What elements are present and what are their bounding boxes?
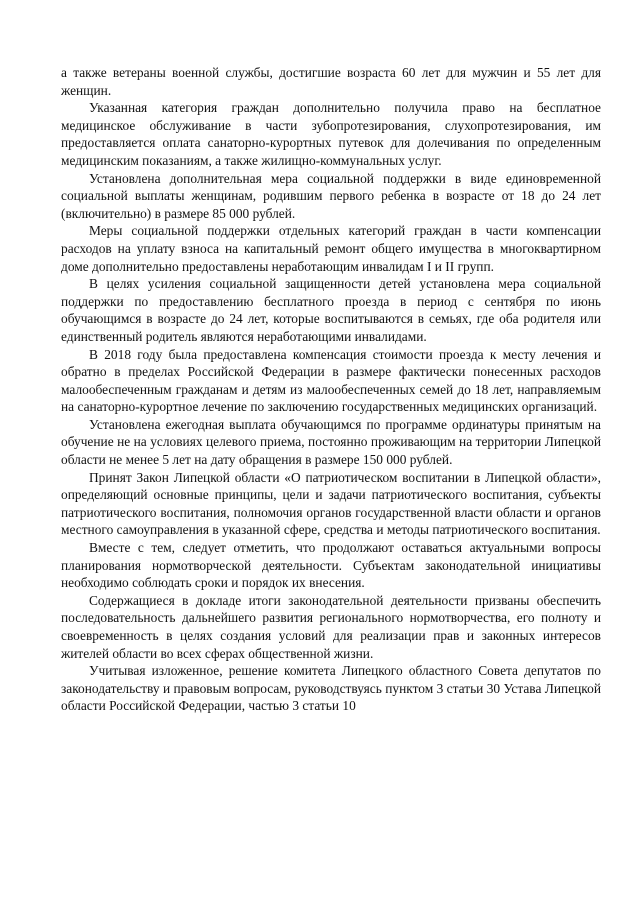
paragraph-10: Содержащиеся в докладе итоги законодательной деятельности призваны обеспечить последовательность дальнейшего развития регионального нормотворчества, его полноту и своевременность в целях создания условий для реализации прав и законных интересов жителей области во всех сферах общественной жизни. [61,592,601,661]
paragraph-4: Меры социальной поддержки отдельных категорий граждан в части компенсации расходов на уплату взноса на капитальный ремонт общего имущества в многоквартирном доме дополнительно предоставлены неработающим инвалидам I и II групп. [61,223,601,274]
paragraph-1: а также ветераны военной службы, достигшие возраста 60 лет для мужчин и 55 лет для женщин. [61,65,601,98]
paragraph-9: Вместе с тем, следует отметить, что продолжают оставаться актуальными вопросы планирования нормотворческой деятельности. Субъектам законодательной инициативы необходимо соблюдать сроки и порядок их внесения. [61,540,601,591]
paragraph-3: Установлена дополнительная мера социальной поддержки в виде единовременной социальной выплаты женщинам, родившим первого ребенка в возрасте от 18 до 24 лет (включительно) в размере 85 000 рублей. [61,170,601,221]
paragraph-6: В 2018 году была предоставлена компенсация стоимости проезда к месту лечения и обратно в пределах Российской Федерации в размере фактически понесенных расходов малообеспеченным гражданам и детям из малообеспеченных семей до 18 лет, направляемым на санаторно-курортное лечение по заключению государственных медицинских организаций. [61,346,601,415]
paragraph-7: Установлена ежегодная выплата обучающимся по программе ординатуры принятым на обучение не на условиях целевого приема, постоянно проживающим на территории Липецкой области не менее 5 лет на дату обращения в размере 150 000 рублей. [61,416,601,468]
paragraph-2: Указанная категория граждан дополнительно получила право на бесплатное медицинское обслуживание в части зубопротезирования, слухопротезирования, им предоставляется оплата санаторно-курортных путевок для долечивания по определенным медицинским показаниям, а также жилищно-коммунальных услуг. [61,100,601,168]
paragraph-11: Учитывая изложенное, решение комитета Липецкого областного Совета депутатов по законодательству и правовым вопросам, руководствуясь пунктом 3 статьи 30 Устава Липецкой области Российской Федерации, частью 3 статьи 10 [61,663,601,714]
document-page [61,64,601,715]
paragraph-8: Принят Закон Липецкой области «О патриотическом воспитании в Липецкой области», определяющий основные принципы, цели и задачи патриотического воспитания, субъекты патриотического воспитания, полномочия органов государственной власти области и органов местного самоуправления в указанной сфере, средства и методы патриотического воспитания. [61,469,601,538]
paragraph-5: В целях усиления социальной защищенности детей установлена мера социальной поддержки по предоставлению бесплатного проезда в период с сентября по июнь обучающимся в возрасте до 24 лет, которые воспитываются в семьях, где оба родителя или единственный родитель являются неработающими инвалидами. [61,276,601,344]
